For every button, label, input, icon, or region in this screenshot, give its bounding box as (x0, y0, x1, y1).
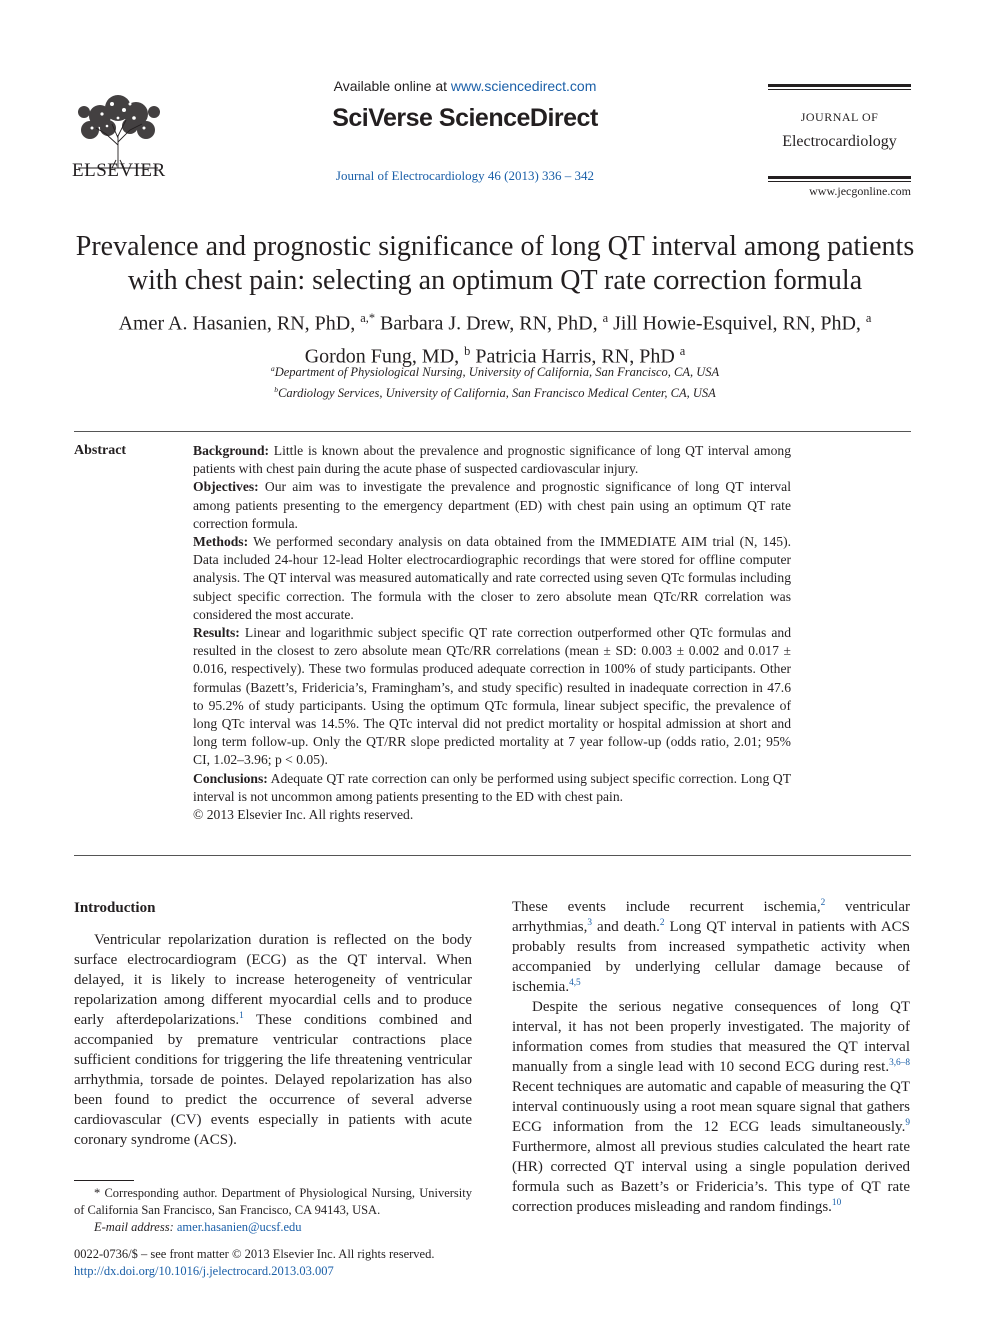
corresponding-author-note: * Corresponding author. Department of Physiological Nursing, University of California San Francisco, San Francisco, CA 94143, USA. (74, 1186, 472, 1217)
journal-logo-box (768, 84, 911, 184)
footer-info (74, 1246, 494, 1280)
affiliation-text: Department of Physiological Nursing, University of California, San Francisco, CA, USA (274, 365, 720, 380)
abstract-body (193, 442, 791, 824)
journal-rule-bottom (768, 176, 911, 179)
abstract-section-heading: Results: (193, 625, 240, 641)
author-affiliation-mark: a,* (360, 311, 376, 325)
author-name: Barbara J. Drew, RN, PhD, (380, 312, 598, 335)
body-paragraph (512, 997, 910, 1217)
affiliation-line (55, 360, 935, 381)
journal-rule-top-thin (768, 89, 911, 90)
journal-rule-top (768, 84, 911, 87)
abstract-section-heading: Background: (193, 443, 270, 458)
citation-link[interactable]: 9 (905, 1118, 910, 1128)
abstract-section-heading: Conclusions: (193, 770, 268, 786)
citation-link[interactable]: 2 (820, 898, 826, 908)
body-text: Long QT interval in patients with ACS probably results from increased sympathetic activity when accompanied by underlying cellular damage because of ischemia. (512, 919, 910, 995)
citation-link[interactable]: 10 (831, 1198, 842, 1208)
available-online-line (250, 78, 680, 94)
body-text: These events include recurrent ischemia, (512, 899, 821, 915)
body-text: Ventricular repolarization duration is reflected on the body surface electrocardiogram (ECG) as the QT interval. When delayed, it is likely to increase heterogeneity of ventricular repolarization among different myocardial cells and to produce early afterdepolarizations. (74, 932, 472, 1028)
elsevier-wordmark: ELSEVIER (72, 160, 166, 181)
available-prefix: Available online at (333, 78, 451, 94)
journal-website[interactable]: www.jecgonline.com (809, 184, 911, 198)
author-name: Patricia Harris, RN, PhD (475, 345, 675, 368)
body-left-column (74, 898, 472, 1150)
article-title: Prevalence and prognostic significance of long QT interval among patients with chest pain: selecting an optimum QT rate correction formula (75, 231, 915, 296)
abstract-section (193, 624, 791, 770)
author-affiliation-mark: b (464, 343, 471, 358)
author-name: Gordon Fung, MD, (304, 345, 460, 368)
abstract-section-text: Adequate QT rate correction can only be performed using subject specific correction. Long QT interval is not uncommon among patients presenting to the ED with chest pain. (193, 770, 791, 804)
author-affiliation-mark: a (602, 311, 609, 325)
affiliation-list (55, 360, 935, 402)
abstract-section (193, 478, 791, 533)
citation-link[interactable]: 4,5 (569, 978, 581, 988)
journal-name-line2: Electrocardiology (782, 133, 897, 150)
abstract-section-heading: Methods: (193, 534, 249, 550)
email-label: E-mail address: (94, 1220, 174, 1234)
author-affiliation-mark: a (865, 311, 872, 325)
body-text: ventricular arrhythmias, (512, 899, 910, 935)
body-right-column (512, 897, 910, 1217)
citation-link[interactable]: 3,6–8 (889, 1058, 910, 1068)
body-text: Furthermore, almost all previous studies calculated the heart rate (HR) corrected QT interval using a single population derived formula such as Bazett’s or Fridericia’s. This type of QT rate correction produces misleading and random findings. (512, 1139, 910, 1215)
journal-name-line1: JOURNAL OF (800, 110, 879, 124)
citation-link[interactable]: 3 (587, 918, 593, 928)
journal-rule-bottom-thin (768, 181, 911, 182)
abstract-section (193, 442, 791, 478)
body-text: and death. (592, 919, 660, 935)
body-text: Recent techniques are automatic and capable of measuring the QT interval continuously using a root mean square signal that gathers ECG information from the 12 ECG leads simultaneously. (512, 1079, 910, 1135)
citation-link[interactable]: 2 (659, 918, 665, 928)
abstract-section-text: Linear and logarithmic subject specific QT rate correction outperformed other QTc formulas and resulted in the closest to zero absolute mean QTc/RR correlations (mean ± SD: 0.003 ± 0.002 and 0.017 ± 0.016, respectively). These two formulas produced adequate correction in 100% of study participants. Other formulas (Bazett’s, Fridericia’s, Framingham’s, and study specific) resulted in inadequate correction in 47.6 to 95.2% of study participants. Using the optimum QTc formula, linear subject specific, the prevalence of long QTc interval was 14.5%. The QTc interval did not predict mortality or hospital admission at short and long term follow-up. Only the QT/RR slope predicted mortality at 7 year follow-up (odds ratio, 2.01; 95% CI, 1.02–3.96; p < 0.05). (193, 625, 791, 768)
body-paragraph (74, 930, 472, 1150)
abstract-section (193, 770, 791, 806)
body-paragraph (512, 897, 910, 997)
abstract-section (193, 533, 791, 624)
doi-link[interactable]: http://dx.doi.org/10.1016/j.jelectrocard.2013.03.007 (74, 1264, 334, 1278)
author-name: Amer A. Hasanien, RN, PhD, (118, 312, 356, 335)
sciverse-brand: SciVerse ScienceDirect (332, 104, 598, 132)
citation-link[interactable]: 1 (239, 1011, 244, 1021)
abstract-section-text: Little is known about the prevalence and prognostic significance of long QT interval among patients with chest pain during the acute phase of suspected cardiovascular injury. (193, 443, 791, 477)
abstract-section-text: We performed secondary analysis on data obtained from the IMMEDIATE AIM trial (N, 145). Data included 24-hour 12-lead Holter electrocardiographic recordings that were stored for offline computer analysis. The QT interval was measured automatically and rate corrected using seven QTc formulas including subject specific correction. The formula with the closer to zero absolute mean QTc/RR correlation was considered the most accurate. (193, 534, 791, 622)
affiliation-line (55, 381, 935, 402)
affiliation-mark: a (270, 364, 275, 373)
author-name: Jill Howie-Esquivel, RN, PhD, (613, 312, 861, 335)
journal-citation-link[interactable]: Journal of Electrocardiology 46 (2013) 336 – 342 (335, 168, 595, 183)
body-text: These conditions combined and accompanied by premature ventricular contractions place sufficient conditions for triggering the life threatening ventricular arrhythmia, torsade de pointes. Delayed repolarization has also been found to predict the occurrence of several adverse cardiovascular (CV) events especially in patients with acute coronary syndrome (ACS). (74, 1012, 472, 1148)
abstract-bottom-rule (74, 855, 911, 856)
introduction-heading: Introduction (74, 900, 156, 916)
body-text: Despite the serious negative consequences of long QT interval, it has not been properly investigated. The majority of information comes from studies that measured the QT interval manually from a single lead with 10 second ECG during rest. (512, 999, 910, 1075)
abstract-section-text: Our aim was to investigate the prevalence and prognostic significance of long QT interval among patients presenting to the emergency department (ED) with chest pain using an optimum QT rate correction formula. (193, 479, 791, 531)
email-line (74, 1219, 472, 1236)
abstract-label: Abstract (74, 443, 127, 458)
corresponding-author-footnote (74, 1185, 472, 1236)
affiliation-text: Cardiology Services, University of California, San Francisco Medical Center, CA, USA (278, 386, 716, 401)
sciencedirect-link[interactable]: www.sciencedirect.com (450, 78, 597, 94)
email-link[interactable]: amer.hasanien@ucsf.edu (176, 1220, 302, 1234)
issn-line: 0022-0736/$ – see front matter © 2013 Elsevier Inc. All rights reserved. (74, 1247, 435, 1261)
affiliation-mark: b (274, 385, 279, 395)
abstract-copyright: © 2013 Elsevier Inc. All rights reserved. (193, 807, 414, 823)
author-affiliation-mark: a (679, 343, 686, 358)
abstract-section-heading: Objectives: (193, 479, 259, 495)
footnote-rule (74, 1180, 134, 1181)
abstract-top-rule (74, 431, 911, 432)
